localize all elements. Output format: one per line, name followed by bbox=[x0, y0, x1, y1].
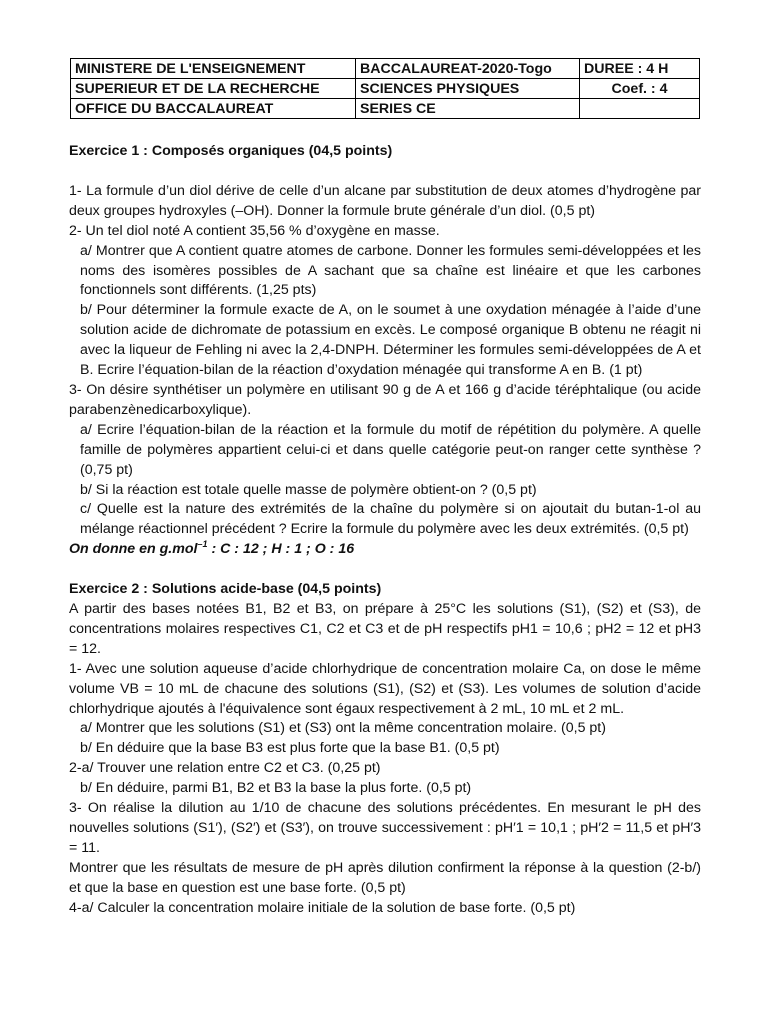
header-row bbox=[71, 99, 700, 119]
header-series: SERIES CE bbox=[356, 99, 580, 119]
ex1-question-3: 3- On désire synthétiser un polymère en utilisant 90 g de A et 166 g d’acide téréphtalique (ou acide parabenzènedicarboxylique). bbox=[69, 381, 701, 418]
ex2-question-1b: b/ En déduire que la base B3 est plus forte que la base B1. (0,5 pt) bbox=[80, 740, 500, 757]
ex2-intro: A partir des bases notées B1, B2 et B3, on prépare à 25°C les solutions (S1), (S2) et (S3), de concentrations molaires respectives C1, C2 et C3 et de pH respectifs pH1 = 10,6 ; pH2 = 12 et pH3 = 12. bbox=[69, 601, 701, 657]
ex2-question-1a: a/ Montrer que les solutions (S1) et (S3) ont la même concentration molaire. (0,5 pt) bbox=[80, 720, 606, 737]
ex2-question-2a: 2-a/ Trouver une relation entre C2 et C3. (0,25 pt) bbox=[69, 760, 381, 777]
ex2-question-3: 3- On réalise la dilution au 1/10 de chacune des solutions précédentes. En mesurant le pH des nouvelles solutions (S1′), (S2′) et (S3′), on trouve successivement : pH′1 = 10,1 ; pH′2 = 11,5 et pH′3 = 11. bbox=[69, 800, 701, 856]
given-data-values: : C : 12 ; H : 1 ; O : 16 bbox=[207, 541, 355, 558]
header-ministry-2: SUPERIEUR ET DE LA RECHERCHE bbox=[71, 79, 356, 99]
header-duration: DUREE : 4 H bbox=[580, 59, 700, 79]
spacer bbox=[69, 162, 701, 182]
ex2-question-1: 1- Avec une solution aqueuse d’acide chlorhydrique de concentration molaire Ca, on dose le même volume VB = 10 mL de chacune des solutions (S1), (S2) et (S3). Les volumes de solution d’acide chlorhydrique ajoutés à l'équivalence sont égaux respectivement à 2 mL, 10 mL et 2 mL. bbox=[69, 660, 701, 717]
header-office: OFFICE DU BACCALAUREAT bbox=[71, 99, 356, 119]
ex1-question-2b: b/ Pour déterminer la formule exacte de A, on le soumet à une oxydation ménagée à l’aide d’une solution acide de dichromate de potassium en excès. Le composé organique B obtenu ne réagit ni avec la liqueur de Fehling ni avec la 2,4-DNPH. Déterminer les formules semi-développées de A et B. Ecrire l’équation-bilan de la réaction d’oxydation ménagée qui transforme A en B. (1 pt) bbox=[80, 302, 701, 379]
header-row bbox=[71, 79, 700, 99]
given-data-prefix: On donne en g.mol bbox=[69, 541, 198, 558]
ex2-question-4a: 4-a/ Calculer la concentration molaire initiale de la solution de base forte. (0,5 pt) bbox=[69, 899, 576, 916]
header-ministry: MINISTERE DE L'ENSEIGNEMENT bbox=[71, 59, 356, 79]
ex2-question-3-follow: Montrer que les résultats de mesure de pH après dilution confirment la réponse à la question (2-b/) et que la base en question est une base forte. (0,5 pt) bbox=[69, 859, 701, 896]
ex1-question-3a: a/ Ecrire l’équation-bilan de la réaction et la formule du motif de répétition du polymère. A quelle famille de polymères appartient celui-ci et dans quelle catégorie peut-on ranger cette synthèse ? (0,75 pt) bbox=[80, 421, 701, 478]
exam-body bbox=[69, 142, 701, 919]
ex1-question-2a: a/ Montrer que A contient quatre atomes de carbone. Donner les formules semi-développées et les noms des isomères possibles de A sachant que sa chaîne est linéaire et que les carbones fonctionnels sont différents. (1,25 pts) bbox=[80, 242, 701, 299]
exam-header-table bbox=[70, 58, 700, 119]
given-data-exponent: –1 bbox=[197, 539, 208, 550]
ex1-question-3c: c/ Quelle est la nature des extrémités de la chaîne du polymère si on ajoutait du butan-1-ol au mélange réactionnel précédent ? Ecrire la formule du polymère avec les deux extrémités. (0,5 pt) bbox=[80, 501, 701, 538]
ex1-given-data bbox=[69, 540, 701, 560]
ex1-question-1: 1- La formule d’un diol dérive de celle d’un alcane par substitution de deux atomes d’hydrogène par deux groupes hydroxyles (–OH). Donner la formule brute générale d’un diol. (0,5 pt) bbox=[69, 182, 701, 219]
exercise-1-title: Exercice 1 : Composés organiques (04,5 points) bbox=[69, 143, 393, 159]
spacer bbox=[69, 560, 701, 580]
header-row bbox=[71, 59, 700, 79]
exercise-2-title: Exercice 2 : Solutions acide-base (04,5 points) bbox=[69, 581, 382, 598]
header-empty-cell bbox=[580, 99, 700, 119]
header-subject: SCIENCES PHYSIQUES bbox=[356, 79, 580, 99]
ex1-question-3b: b/ Si la réaction est totale quelle masse de polymère obtient-on ? (0,5 pt) bbox=[80, 481, 537, 498]
header-exam: BACCALAUREAT-2020-Togo bbox=[356, 59, 580, 79]
ex1-question-2: 2- Un tel diol noté A contient 35,56 % d’oxygène en masse. bbox=[69, 222, 440, 239]
ex2-question-2b: b/ En déduire, parmi B1, B2 et B3 la base la plus forte. (0,5 pt) bbox=[80, 780, 472, 797]
header-coefficient: Coef. : 4 bbox=[580, 79, 700, 99]
